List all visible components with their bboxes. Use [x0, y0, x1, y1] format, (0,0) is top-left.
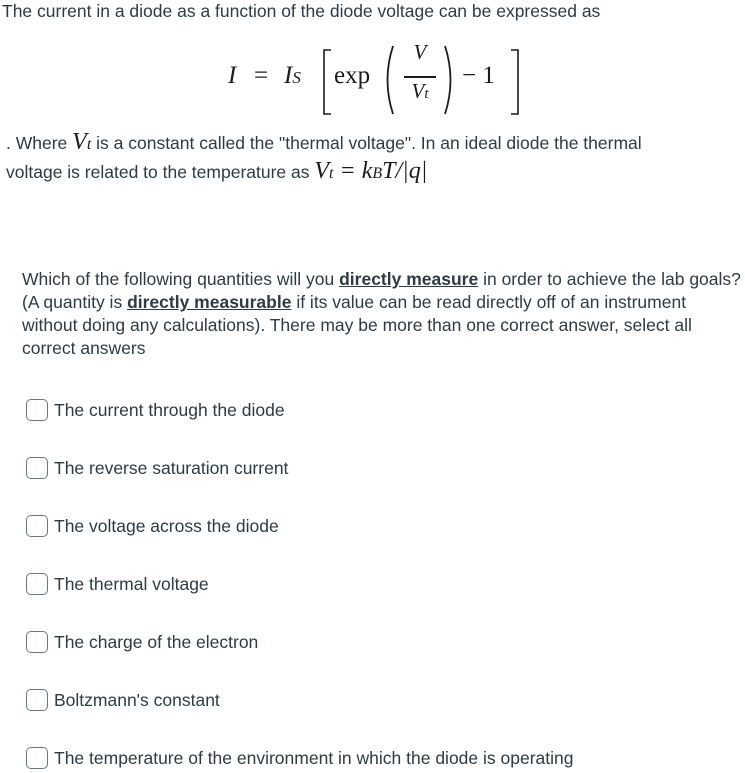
equation-minus-one: − 1	[462, 62, 495, 89]
right-paren-icon	[442, 44, 458, 116]
emphasis-directly-measurable: directly measurable	[127, 292, 292, 312]
checkbox[interactable]	[26, 515, 48, 537]
option-current-through-diode[interactable]	[26, 398, 285, 422]
option-reverse-saturation-current[interactable]	[26, 456, 288, 480]
equation-exp: exp	[334, 62, 371, 89]
question-text: Which of the following quantities will you directly measure in order to achieve the lab goals? (A quantity is directly measurable if its value can be read directly off of an instrument without doing any calculations). There may be more than one correct answer, select all correct answers	[22, 269, 741, 358]
option-label: The charge of the electron	[54, 631, 259, 652]
thermal-voltage-sentence: . Where Vt is a constant called the "thermal voltage". In an ideal diode the thermal	[6, 129, 642, 155]
equation-equals: =	[254, 62, 269, 89]
emphasis-directly-measure: directly measure	[339, 269, 479, 289]
fraction-bar	[404, 76, 436, 78]
intro-text: The current in a diode as a function of the diode voltage can be expressed as	[2, 1, 601, 21]
option-boltzmann-constant[interactable]	[26, 688, 220, 712]
option-voltage-across-diode[interactable]	[26, 514, 279, 538]
option-label: Boltzmann's constant	[54, 689, 220, 710]
checkbox[interactable]	[26, 689, 48, 711]
equation-is: IS	[284, 62, 301, 89]
right-bracket-icon	[508, 48, 522, 116]
thermal-voltage-formula: Vt = kBT/|q|	[314, 158, 428, 184]
left-paren-icon	[380, 44, 396, 116]
checkbox[interactable]	[26, 457, 48, 479]
checkbox[interactable]	[26, 747, 48, 769]
option-environment-temperature[interactable]	[26, 746, 573, 770]
left-bracket-icon	[320, 48, 334, 116]
option-label: The thermal voltage	[54, 573, 209, 594]
checkbox[interactable]	[26, 399, 48, 421]
fraction-denominator: Vt	[411, 79, 429, 103]
option-label: The reverse saturation current	[54, 457, 289, 478]
diode-equation	[228, 40, 528, 120]
fraction-numerator: V	[413, 40, 427, 64]
option-label: The current through the diode	[54, 399, 285, 420]
option-label: The voltage across the diode	[54, 515, 279, 536]
temperature-relation-sentence: voltage is related to the temperature as Vt = kBT/|q|	[6, 158, 428, 184]
option-label: The temperature of the environment in which the diode is operating	[54, 747, 574, 768]
checkbox[interactable]	[26, 631, 48, 653]
checkbox[interactable]	[26, 573, 48, 595]
equation-lhs: I	[228, 62, 237, 89]
option-charge-of-electron[interactable]	[26, 630, 258, 654]
option-thermal-voltage[interactable]	[26, 572, 209, 596]
